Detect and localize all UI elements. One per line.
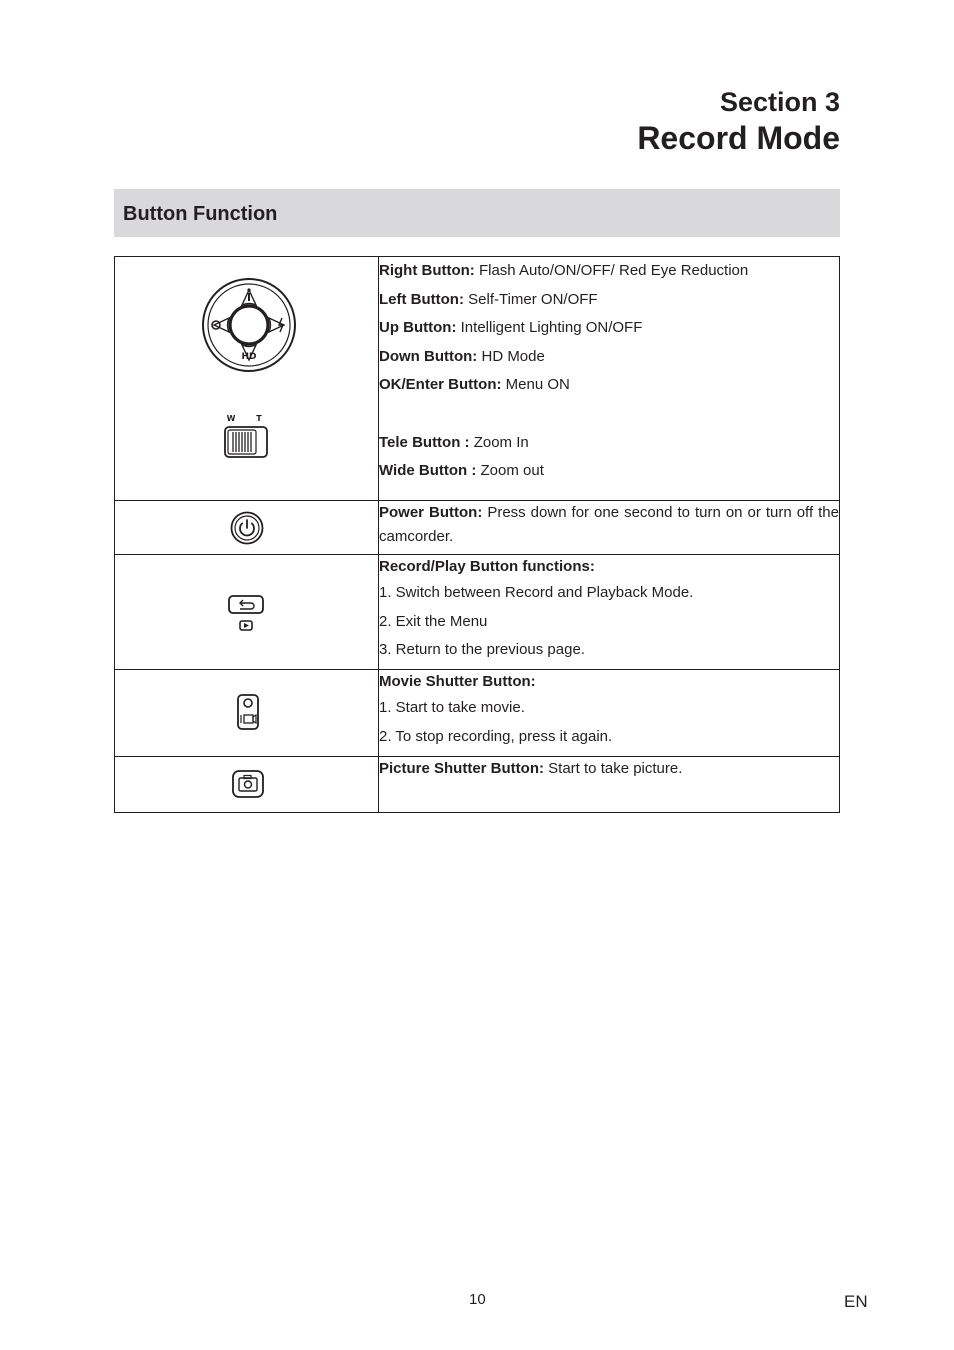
list-item: Picture Shutter Button: Start to take picture. <box>379 760 683 777</box>
list-item: Down Button: HD Mode <box>379 347 545 365</box>
zoom-tele-label: T <box>256 414 262 423</box>
dpad-hd-label: HD <box>241 352 257 362</box>
list-item: 1. Start to take movie. <box>379 699 525 716</box>
page-number: 10 <box>469 1291 486 1308</box>
spacer <box>379 400 839 429</box>
list-item: 2. Exit the Menu <box>379 612 488 630</box>
button-function-table <box>114 256 840 813</box>
icon-cell <box>115 501 379 555</box>
list-item: Movie Shutter Button: <box>379 673 536 690</box>
record-play-button-icon <box>227 594 267 632</box>
section-number: Section 3 <box>719 87 840 117</box>
description-cell <box>379 555 840 670</box>
list-item: Power Button: Press down for one second to turn on or turn off the camcorder. <box>379 504 839 545</box>
description-cell <box>379 757 840 813</box>
icon-cell <box>115 555 379 670</box>
zoom-wt-lever-icon <box>223 412 269 460</box>
description-cell <box>379 501 840 555</box>
list-item: Record/Play Button functions: <box>379 558 595 575</box>
list-item: Wide Button : Zoom out <box>379 462 544 480</box>
table-row <box>115 670 840 757</box>
table-row <box>115 757 840 813</box>
section-heading <box>637 86 840 158</box>
table-row <box>115 555 840 670</box>
list-item: Left Button: Self-Timer ON/OFF <box>379 290 598 308</box>
list-item: 1. Switch between Record and Playback Mode. <box>379 584 694 601</box>
table-row <box>115 257 840 501</box>
movie-shutter-button-icon <box>236 693 260 731</box>
list-item: Up Button: Intelligent Lighting ON/OFF <box>379 319 643 337</box>
list-item: Right Button: Flash Auto/ON/OFF/ Red Eye Reduction <box>379 262 749 279</box>
language-label: EN <box>844 1292 868 1311</box>
list-item: 2. To stop recording, press it again. <box>379 727 613 745</box>
icon-cell <box>115 257 379 501</box>
zoom-wide-label: W <box>226 414 236 423</box>
icon-cell <box>115 670 379 757</box>
band-title: Button Function <box>123 203 278 225</box>
description-cell <box>379 257 840 501</box>
power-button-icon <box>230 511 264 545</box>
list-item: OK/Enter Button: Menu ON <box>379 376 570 394</box>
four-way-dpad-icon <box>201 277 297 373</box>
page-title: Record Mode <box>637 120 840 156</box>
icon-cell <box>115 757 379 813</box>
list-item: Tele Button : Zoom In <box>379 433 529 451</box>
table-row <box>115 501 840 555</box>
section-band <box>114 189 840 237</box>
picture-shutter-button-icon <box>231 769 265 799</box>
description-cell <box>379 670 840 757</box>
list-item: 3. Return to the previous page. <box>379 641 585 659</box>
